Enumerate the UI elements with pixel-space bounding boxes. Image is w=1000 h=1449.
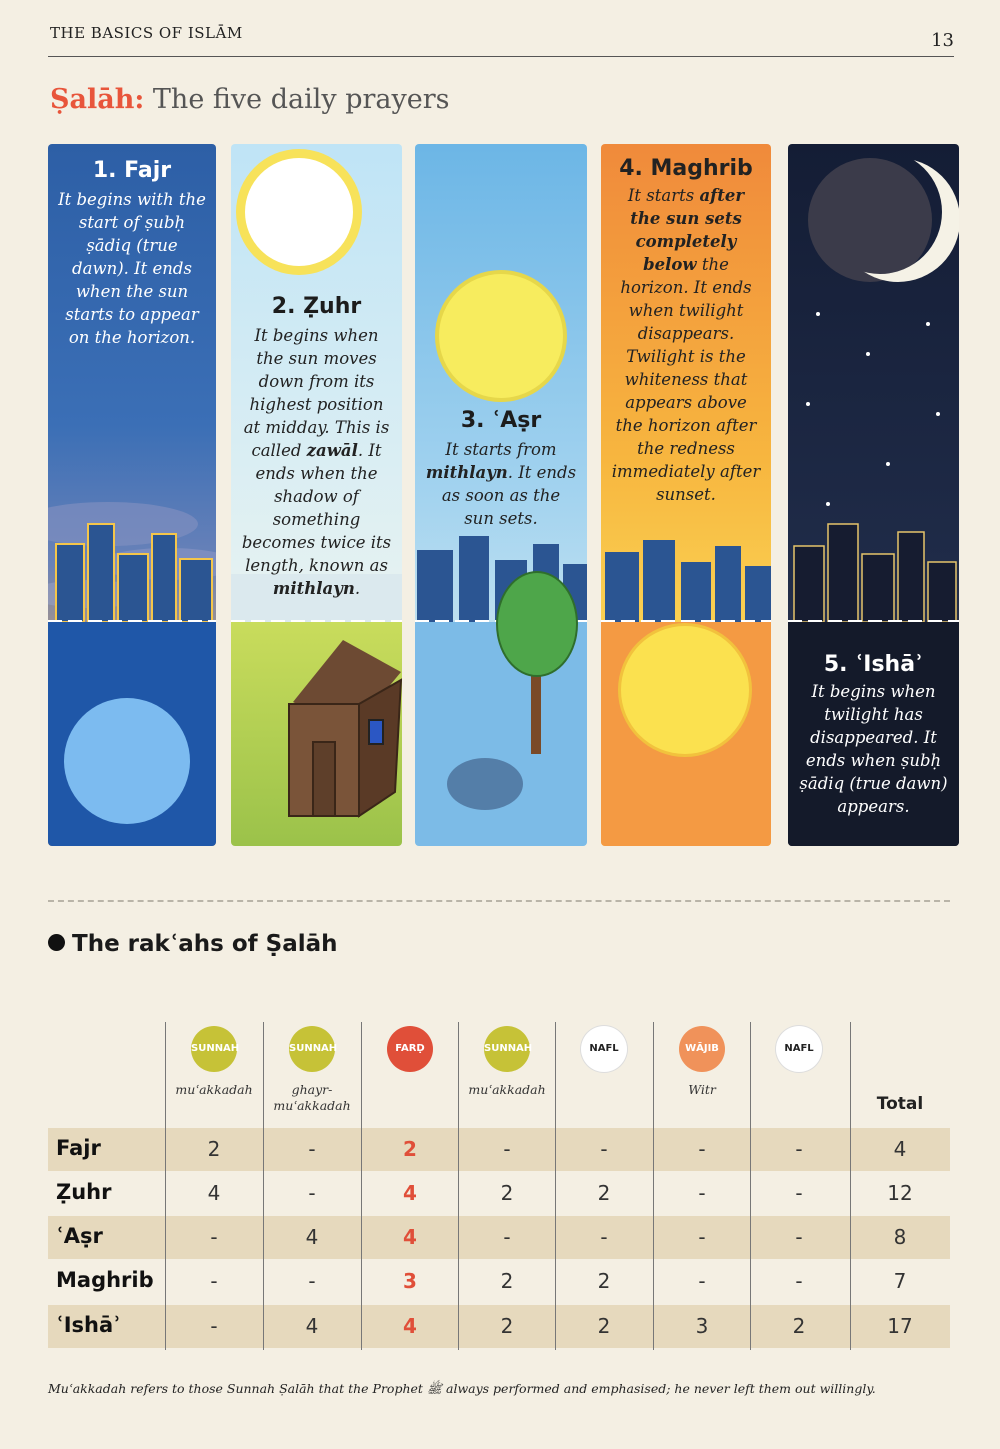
- panel-text-c: .: [354, 579, 361, 598]
- table-cell: 2: [792, 1314, 806, 1338]
- category-badge: SUNNAH: [484, 1026, 530, 1072]
- city-skyline-illustration: [788, 518, 959, 622]
- category-badge: NAFL: [776, 1026, 822, 1072]
- table-cell: 2: [500, 1269, 514, 1293]
- table-row: [48, 1260, 950, 1303]
- panel-heading: 4. Maghrib: [619, 156, 753, 181]
- sun-below-horizon: [64, 698, 190, 824]
- running-head: THE BASICS OF ISLĀM: [50, 24, 243, 42]
- panel-text-b: . It ends as soon as the sun sets.: [441, 463, 577, 528]
- panel-text: [241, 324, 392, 600]
- table-cell: -: [698, 1269, 706, 1293]
- column-subtitle: muʿakkadah: [175, 1082, 253, 1097]
- table-row: [48, 1128, 950, 1171]
- table-cell: -: [795, 1181, 803, 1205]
- sun-icon: [439, 274, 563, 398]
- category-badge: FARḌ: [387, 1026, 433, 1072]
- panel-text-a: It starts: [627, 186, 700, 205]
- panel-text-em-a: after the sun sets completely below: [630, 186, 745, 274]
- table-cell: -: [308, 1137, 316, 1161]
- panel-heading: 1. Fajr: [92, 158, 172, 183]
- section-title-accent: Ṣalāh:: [50, 84, 145, 115]
- panel-text: It begins when twilight has disappeared. It ends when ṣubḥ ṣādiq (true dawn) appears.: [799, 682, 948, 816]
- table-cell: -: [210, 1314, 218, 1338]
- total-column-header: Total: [876, 1094, 924, 1114]
- column-header: [264, 1026, 360, 1114]
- panel-fajr: [48, 144, 216, 846]
- table-cell: 2: [207, 1137, 221, 1161]
- table-cell: -: [308, 1269, 316, 1293]
- table-cell: -: [698, 1181, 706, 1205]
- city-skyline-illustration: [601, 540, 771, 622]
- table-cell: -: [795, 1225, 803, 1249]
- table-cell: 4: [305, 1314, 319, 1338]
- table-cell-total: 8: [893, 1225, 907, 1249]
- column-header: [751, 1026, 847, 1072]
- table-cell: 2: [500, 1181, 514, 1205]
- column-header: [166, 1026, 262, 1098]
- panel-heading: 3. ʿAṣr: [460, 408, 542, 433]
- table-row: [48, 1305, 950, 1348]
- table-cell-total: 7: [893, 1269, 907, 1293]
- panel-text-a: It begins when the sun moves down from its highest position at midday. This is called: [243, 326, 390, 460]
- row-prayer-name: Maghrib: [56, 1268, 154, 1292]
- panel-text-a: It starts from: [445, 440, 557, 459]
- category-badge: SUNNAH: [191, 1026, 237, 1072]
- category-badge: WĀJIB: [679, 1026, 725, 1072]
- row-prayer-name: Ẓuhr: [56, 1180, 112, 1204]
- table-cell: 4: [403, 1181, 417, 1205]
- sun-icon: [245, 158, 353, 266]
- city-skyline-illustration: [48, 504, 216, 622]
- table-cell-total: 4: [893, 1137, 907, 1161]
- column-header: [459, 1026, 555, 1098]
- panel-heading: 5. ʿIshāʾ: [823, 652, 924, 677]
- table-cell: 2: [597, 1181, 611, 1205]
- panel-text: [425, 438, 577, 530]
- column-subtitle: ghayr-muʿakkadah: [273, 1082, 351, 1113]
- category-badge: SUNNAH: [289, 1026, 335, 1072]
- rakahs-title: [48, 931, 338, 957]
- table-cell: 2: [597, 1314, 611, 1338]
- column-subtitle: Witr: [688, 1082, 716, 1097]
- column-divider: [850, 1022, 851, 1350]
- page-number: 13: [931, 30, 954, 51]
- panel-text: [611, 184, 761, 506]
- table-cell: -: [698, 1137, 706, 1161]
- panel-text-em-a: zawāl: [306, 441, 358, 460]
- tree-illustration: [415, 554, 587, 846]
- section-title-rest: The five daily prayers: [144, 84, 450, 115]
- table-cell-total: 12: [887, 1181, 913, 1205]
- table-row: [48, 1216, 950, 1259]
- panel-asr: [415, 144, 587, 846]
- table-cell: -: [210, 1225, 218, 1249]
- table-cell: -: [210, 1269, 218, 1293]
- panel-zuhr: [231, 144, 402, 846]
- panel-isha: [788, 144, 959, 846]
- panel-text-b: the horizon. It ends when twilight disappears. Twilight is the whiteness that appears above the horizon after the redness immediately after sunset.: [611, 255, 761, 504]
- table-cell: -: [503, 1137, 511, 1161]
- table-cell: -: [308, 1181, 316, 1205]
- panel-text-em-a: mithlayn: [425, 463, 508, 482]
- header-rule: [48, 56, 954, 57]
- section-title: [50, 84, 449, 115]
- table-cell: 4: [305, 1225, 319, 1249]
- column-subtitle: muʿakkadah: [468, 1082, 546, 1097]
- table-cell: 4: [207, 1181, 221, 1205]
- table-row: [48, 1172, 950, 1215]
- table-cell: -: [795, 1137, 803, 1161]
- panel-heading: 2. Ẓuhr: [271, 294, 362, 319]
- category-badge: NAFL: [581, 1026, 627, 1072]
- table-cell: 4: [403, 1225, 417, 1249]
- footnote: Muʿakkadah refers to those Sunnah Ṣalāh that the Prophet ﷺ always performed and emphasised; he never left them out willingly.: [48, 1381, 876, 1396]
- panel-text: It begins with the start of ṣubḥ ṣādiq (true dawn). It ends when the sun starts to appear on the horizon.: [58, 190, 206, 347]
- table-cell: 2: [597, 1269, 611, 1293]
- hut-illustration: [231, 622, 402, 846]
- table-cell: -: [503, 1225, 511, 1249]
- panel-maghrib: [601, 144, 771, 846]
- table-cell-total: 17: [887, 1314, 913, 1338]
- table-cell: 3: [403, 1269, 417, 1293]
- row-prayer-name: Fajr: [56, 1136, 101, 1160]
- row-prayer-name: ʿIshāʾ: [56, 1313, 121, 1337]
- column-header: [654, 1026, 750, 1098]
- table-cell: -: [795, 1269, 803, 1293]
- column-header: [556, 1026, 652, 1072]
- table-cell: 4: [403, 1314, 417, 1338]
- column-header: [362, 1026, 458, 1072]
- table-cell: -: [600, 1137, 608, 1161]
- row-prayer-name: ʿAṣr: [56, 1224, 103, 1248]
- table-cell: -: [600, 1225, 608, 1249]
- table-cell: 2: [500, 1314, 514, 1338]
- bullet-icon: [48, 934, 65, 951]
- table-cell: 3: [695, 1314, 709, 1338]
- panel-text-b: . It ends when the shadow of something becomes twice its length, known as: [241, 441, 392, 575]
- table-cell: 2: [403, 1137, 417, 1161]
- table-cell: -: [698, 1225, 706, 1249]
- crescent-shape: [818, 150, 942, 274]
- rakahs-title-text: The rakʿahs of Ṣalāh: [72, 931, 338, 957]
- sun-below-horizon: [621, 626, 749, 754]
- panel-text-em-b: mithlayn: [272, 579, 355, 598]
- section-divider: [48, 900, 950, 902]
